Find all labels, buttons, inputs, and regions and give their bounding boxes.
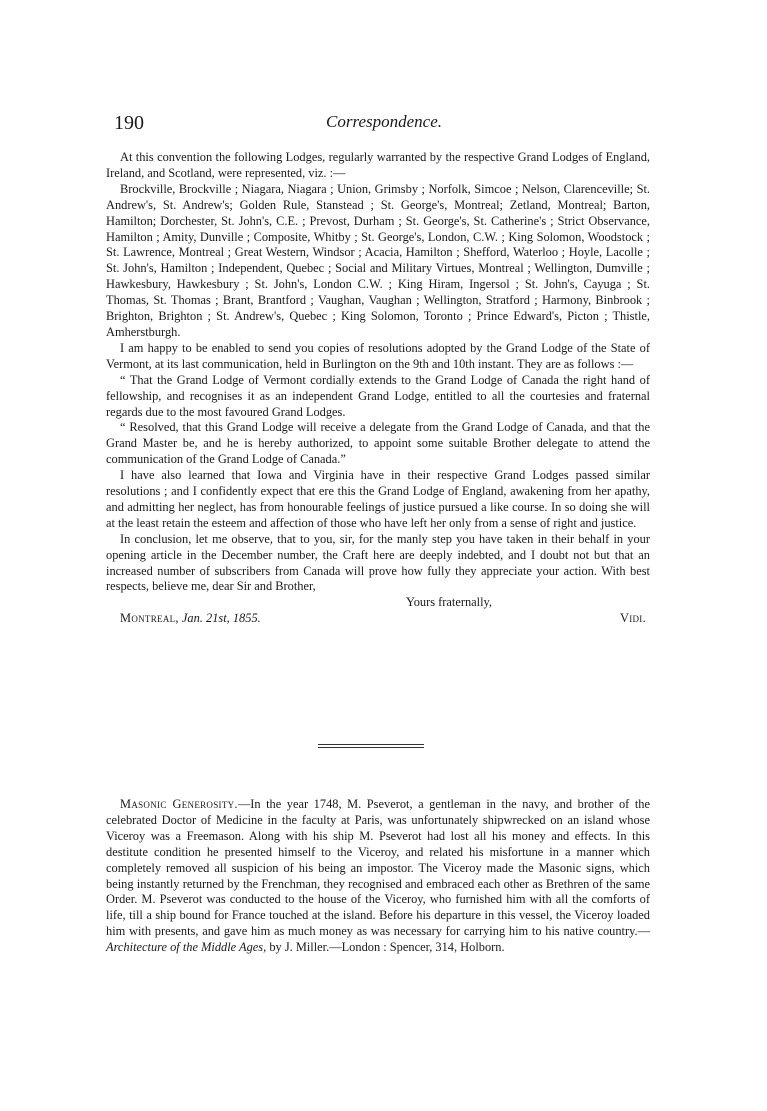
running-head: Correspondence. xyxy=(326,112,442,131)
letter-paragraph: In conclusion, let me observe, that to you, sir, for the manly step you have taken in their behalf in your opening article in the December number, the Craft here are deeply indebted, and I doubt not but that an increased number of subscribers from Canada will prove how fully they appreciate your action. With best respects, believe me, dear Sir and Brother, xyxy=(106,531,650,594)
source-title: Architecture of the Middle Ages, xyxy=(106,940,267,955)
letter-body xyxy=(106,150,650,629)
letter-paragraph: I have also learned that Iowa and Virginia have in their respective Grand Lodges passed similar resolutions ; and I confidently expect that ere this the Grand Lodge of England, awakening from her apathy, and admitting her neglect, has from honourable feelings of justice pursued a like course. In so doing she will at the least retain the esteem and affection of those who have left her only from a sense of right and justice. xyxy=(106,468,650,530)
article-body xyxy=(106,797,650,956)
article-title: Masonic Generosity. xyxy=(120,797,238,811)
letter-dateline xyxy=(106,611,650,629)
letter-quote: “ That the Grand Lodge of Vermont cordially extends to the Grand Lodge of Canada the right hand of fellowship, and recognises it as an independent Grand Lodge, entitled to all the courtesies and fraternal regards due to the most favoured Grand Lodges. xyxy=(106,372,650,419)
source-details: by J. Miller.—London : Spencer, 314, Holborn. xyxy=(266,940,505,955)
letter-quote: “ Resolved, that this Grand Lodge will receive a delegate from the Grand Lodge of Canada, and that the Grand Master be, and he is hereby authorized, to appoint some suitable Brother delegate to attend the communication of the Grand Lodge of Canada.” xyxy=(106,420,650,467)
divider-line xyxy=(318,744,424,745)
closing-text: Yours fraternally, xyxy=(406,595,493,610)
signature: Vidi. xyxy=(619,611,646,626)
page-header xyxy=(114,112,654,138)
divider-line xyxy=(318,747,424,748)
article-text: —In the year 1748, M. Pseverot, a gentleman in the navy, and brother of the celebrated Doctor of Medicine in the faculty at Paris, was unfortunately shipwrecked on an island whose Viceroy was a Freemason. Along with his ship M. Pseverot had lost all his money and effects. In this destitute condition he presented himself to the Viceroy, and related his misfortune in a manner which completely removed all suspicion of his being an impostor. The Viceroy made the Masonic signs, which being instantly returned by the Frenchman, they recognised and embraced each other as Brethren of the same Order. M. Pseverot was conducted to the house of the Viceroy, who furnished him with all the comforts of life, till a ship bound for France touched at the island. Before his departure in this vessel, the Viceroy loaded him with presents, and gave him as much money as was necessary for carrying him to his native country.— xyxy=(106,797,650,939)
letter-closing xyxy=(106,595,650,611)
letter-paragraph: At this convention the following Lodges, regularly warranted by the respective Grand Lodges of England, Ireland, and Scotland, were represented, viz. :— xyxy=(106,150,650,180)
dateline-text xyxy=(120,611,261,627)
page-number: 190 xyxy=(114,112,144,134)
letter-paragraph: Brockville, Brockville ; Niagara, Niagara ; Union, Grimsby ; Norfolk, Simcoe ; Nelson, Clarenceville; St. Andrew's, St. Andrew's; Golden Rule, Stanstead ; St. George's, Montreal; Zetland, Montreal; Barton, Hamilton; Dorchester, St. John's, C.E. ; Prevost, Durham ; St. George's, St. Catherine's ; Strict Observance, Hamilton ; Amity, Dunville ; Composite, Whitby ; St. George's, London, C.W. ; King Solomon, Woodstock ; St. Lawrence, Montreal ; Great Western, Windsor ; Acacia, Hamilton ; Shefford, Waterloo ; Hoyle, Lacolle ; St. John's, Hamilton ; Independent, Quebec ; Social and Military Virtues, Montreal ; Wellington, Dumville ; Hawkesbury, Hawkesbury ; St. John's, London C.W. ; King Hiram, Ingersol ; St. John's, Cayuga ; St. Thomas, St. Thomas ; Brant, Brantford ; Vaughan, Vaughan ; Wellington, Stratford ; Harmony, Binbrook ; Brighton, Brighton ; St. Andrew's, Quebec ; King Solomon, Toronto ; Prince Edward's, Picton ; Thistle, Amherstburgh. xyxy=(106,181,650,339)
article-paragraph xyxy=(106,797,650,956)
letter-paragraph: I am happy to be enabled to send you copies of resolutions adopted by the Grand Lodge of the State of Vermont, at its last communication, held in Burlington on the 9th and 10th instant. They are as follows :— xyxy=(106,340,650,371)
place-name: Montreal, xyxy=(120,611,179,626)
letter-date: Jan. 21st, 1855. xyxy=(181,611,261,626)
